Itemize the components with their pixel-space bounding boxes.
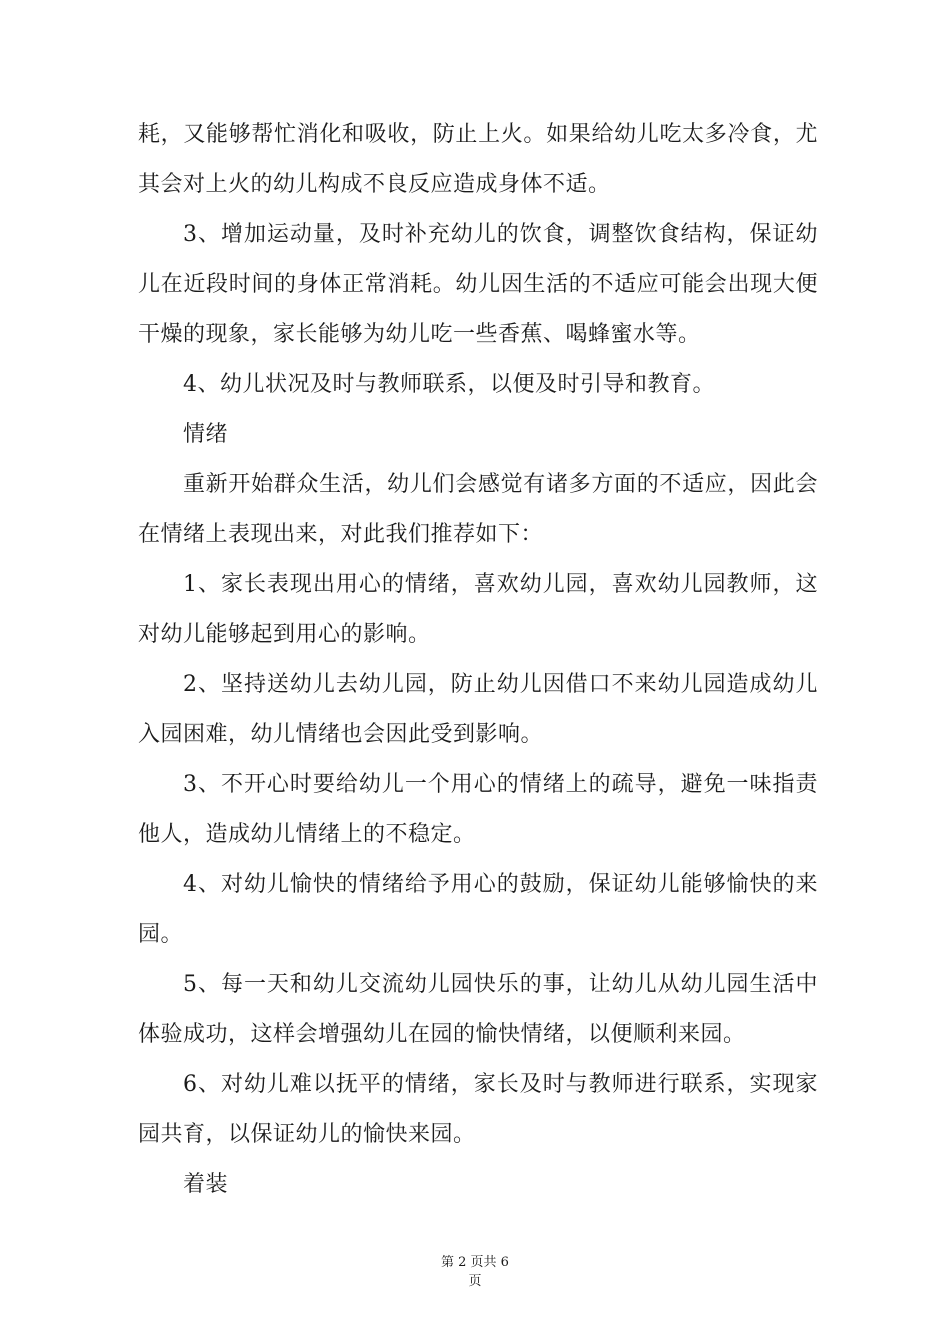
paragraph-6: 1、家长表现出用心的情绪，喜欢幼儿园，喜欢幼儿园教师，这对幼儿能够起到用心的影响。 [138, 572, 818, 647]
paragraph-2: 3、增加运动量，及时补充幼儿的饮食，调整饮食结构，保证幼儿在近段时间的身体正常消耗。幼儿因生活的不适应可能会出现大便干燥的现象，家长能够为幼儿吃一些香蕉、喝蜂蜜水等。 [138, 222, 818, 347]
section-heading-mood: 情绪 [183, 422, 229, 447]
paragraph-7: 2、坚持送幼儿去幼儿园，防止幼儿因借口不来幼儿园造成幼儿入园困难，幼儿情绪也会因此受到影响。 [138, 672, 818, 747]
page-number-line-1: 第 2 页共 6 [441, 1255, 509, 1270]
page-number-line-2: 页 [468, 1274, 482, 1289]
paragraph-9: 4、对幼儿愉快的情绪给予用心的鼓励，保证幼儿能够愉快的来园。 [138, 872, 818, 947]
paragraph-8: 3、不开心时要给幼儿一个用心的情绪上的疏导，避免一味指责他人，造成幼儿情绪上的不稳定。 [138, 772, 818, 847]
paragraph-5: 重新开始群众生活，幼儿们会感觉有诸多方面的不适应，因此会在情绪上表现出来，对此我们推荐如下： [138, 472, 818, 547]
paragraph-3: 4、幼儿状况及时与教师联系，以便及时引导和教育。 [183, 372, 715, 397]
paragraph-1: 耗，又能够帮忙消化和吸收，防止上火。如果给幼儿吃太多冷食，尤其会对上火的幼儿构成不良反应造成身体不适。 [138, 122, 818, 197]
document-body [138, 110, 818, 1210]
paragraph-11: 6、对幼儿难以抚平的情绪，家长及时与教师进行联系，实现家园共育，以保证幼儿的愉快来园。 [138, 1072, 818, 1147]
section-heading-clothing: 着装 [183, 1172, 229, 1197]
paragraph-10: 5、每一天和幼儿交流幼儿园快乐的事，让幼儿从幼儿园生活中体验成功，这样会增强幼儿在园的愉快情绪，以便顺利来园。 [138, 972, 818, 1047]
page-footer [0, 1253, 950, 1291]
